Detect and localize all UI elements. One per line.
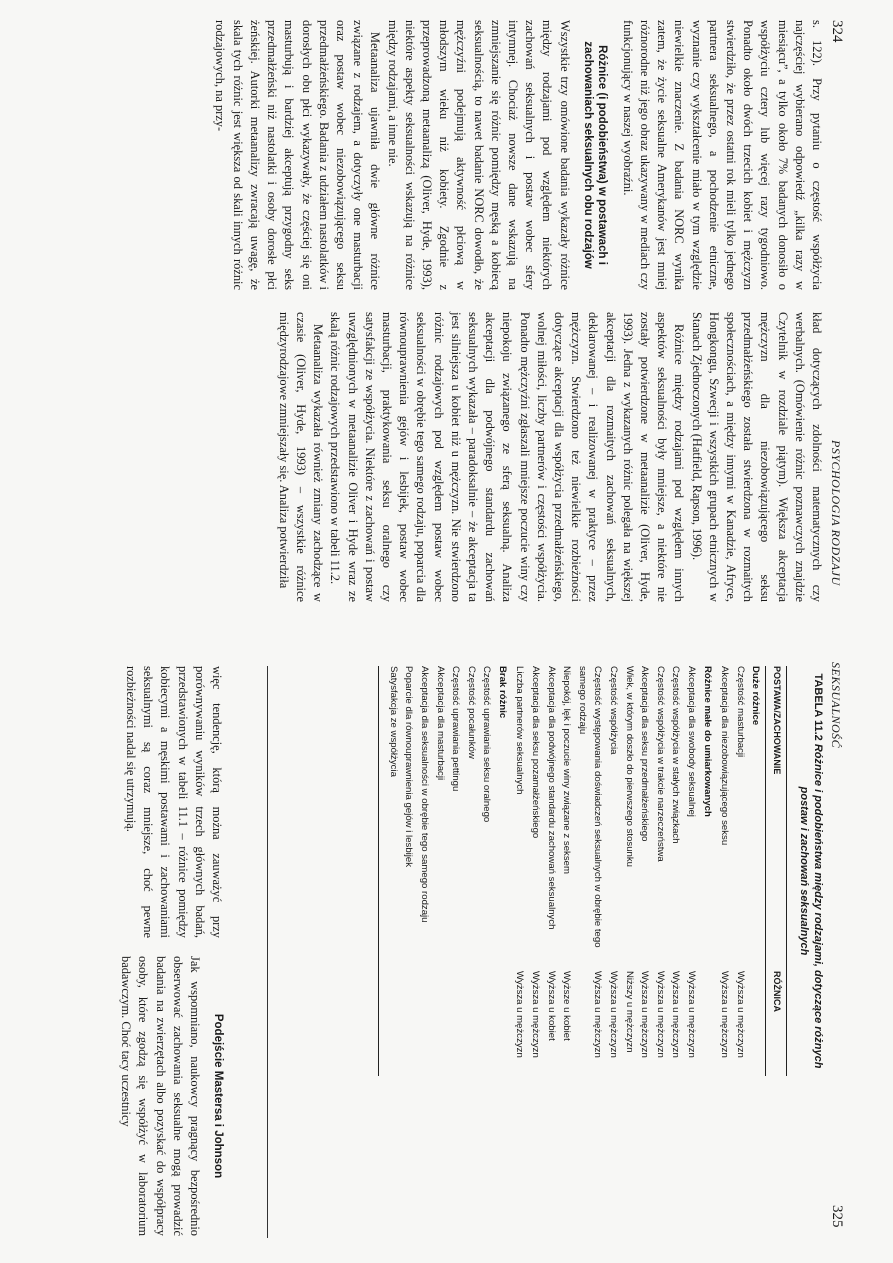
paragraph: kład dotyczących zdolności matematycznych czy werbalnych. (Omówienie różnic poznawczych znajdzie Czytelnik w rozdziale piątym). Większa akceptacja mężczyzn dla niezobowiązującego seksu przedmałżeńskiego została stwierdzona w rozmaitych społecznościach, a między innymi w Kanadzie, Afryce, Hongkongu, Szwecji i wszystkich grupach etnicznych w Stanach Zjednoczonych (Hatfield, Rapson, 1996). xyxy=(689,312,824,602)
table-row xyxy=(448,666,464,1076)
table-cell-difference: Wyższa u kobiet xyxy=(545,971,557,1041)
table-cell-difference xyxy=(432,971,448,1076)
table-row xyxy=(543,666,559,1076)
paragraph: Wszystkie trzy omówione badania wykazały różnice między rodzajami pod względem niektórych zachowań seksualnych i postaw wobec sfery intymnej. Chociaż nowsze dane wskazują na zmniejszanie się różnic pomiędzy męską a kobiecą seksualnością, to nawet badanie NORC dowodło, że mężczyźni podejmują aktywność płciową w młodszym wieku niż kobiety. Zgodnie z przeprowadzoną metaanalizą (Oliver, Hyde, 1993), niektóre aspekty seksualności wskazują na różnice między rodzajami, a inne nie. xyxy=(385,20,572,290)
table-cell-difference: Wyższa u mężczyzn xyxy=(654,971,666,1058)
table-row xyxy=(512,666,528,1076)
table-cell-behavior: Częstość uprawiania seksu oralnego xyxy=(481,666,493,823)
table-top-rule xyxy=(786,666,787,1076)
section-heading: Różnice (i podobieństwa) w postawach i zachowaniach seksualnych obu rodzajów xyxy=(581,41,608,269)
table-group-title: Różnice małe do umiarkowanych xyxy=(701,666,713,817)
table-row xyxy=(385,666,401,1076)
table-cell-behavior: Częstość współżycia w stałych związkach xyxy=(670,666,682,844)
paragraph: Metaanaliza ujawniła dwie główne różnice związane z rodzajem, a dotyczyły one masturbacji oraz postaw wobec niezobowiązującego seksu przedmałżeńskiego. Badania z udziałem nastolatków i dorosłych obu płci wykazywały, że częściej się oni masturbują i bardziej akceptują przygodny seks przedmałżeński niż nastolatki i osoby dorosłe płci żeńskiej. Autorki metaanalizy zwracają uwagę, że skala tych różnic jest większa od skali innych różnic rodzajowych, na przy- xyxy=(213,20,383,290)
table-group-title: Brak różnic xyxy=(496,666,508,719)
table-cell-difference: Wyższe u kobiet xyxy=(561,971,573,1041)
table-cell-difference xyxy=(401,971,417,1076)
table-header-behavior: POSTAWA/ZACHOWANIE xyxy=(772,666,782,775)
table-cell-behavior: Akceptacja dla seksualności w obrębie tego samego rodzaju xyxy=(418,666,430,923)
table-row xyxy=(621,666,637,1076)
table-header-difference: RÓŻNICA xyxy=(772,971,782,1012)
table-cell-difference: Wyższa u mężczyzn xyxy=(670,971,682,1058)
table-caption xyxy=(797,666,825,1076)
table-row xyxy=(401,666,417,1076)
right-column-2 xyxy=(117,956,225,1236)
table-cell-behavior: Liczba partnerów seksualnych xyxy=(514,666,526,795)
left-page xyxy=(0,0,893,620)
table-cell-behavior: Akceptacja dla seksu przedmałżeńskiego xyxy=(639,666,651,842)
paragraph: s. 122). Przy pytaniu o częstość współżycia najczęściej wybierano odpowiedź „kilka razy w miesiącu”, a tylko około 7% badanych donosiło o współżyciu cztery lub więcej razy tygodniowo. Ponadto około dwóch trzecich kobiet i mężczyzn stwierdziło, że przez ostatni rok mieli tylko jednego partnera seksualnego, a pochodzenie etniczne, wyznanie czy wykształcenie miało w tym względzie niewielkie znaczenie. Z badania NORC wynika zatem, że życie seksualne Amerykanów jest mniej różnorodne niż jego obraz ukazywany w mediach czy funkcjonujący w naszej wyobraźni. xyxy=(620,20,824,290)
table-cell-difference: Niższy u mężczyzn xyxy=(623,971,635,1053)
table-header-row xyxy=(765,666,786,1076)
paragraph: Różnice między rodzajami pod względem innych aspektów seksualności były mniejsze, a niektóre nie zostały potwierdzone w metaanalizie (Oliver, Hyde, 1993). Jedna z wykazanych różnic polegała na większej akceptacji dla rozmaitych zachowań seksualnych, deklarowanej – i realizowanej w praktyce – przez mężczyzn. Stwierdzono też niewielkie rozbieżności dotyczące akceptacji dla współżycia przedmałżeńskiego, wolnej miłości, liczby partnerów i częstości współżycia. Ponadto mężczyźni zgłaszali mniejsze poczucie winy czy niepokoju związanego ze sferą seksualną. Analiza akceptacji dla podwójnego standardu zachowań seksualnych wykazała – paradoksalnie – że akceptacja ta jest silniejsza u kobiet niż u mężczyzn. Nie stwierdzono różnic rodzajowych pod względem postaw wobec seksualności w obrębie tego samego rodzaju, poparcia dla równouprawnienia gejów i lesbijek, postaw wobec masturbacji, praktykowania seksu oralnego czy satysfakcji ze współżycia. Niektóre z zachowań i postaw uwzględnionych w metaanalizie Oliver i Hyde wraz ze skalą różnic rodzajowych przedstawiono w tabeli 11.2. xyxy=(328,312,687,602)
table-row xyxy=(416,666,432,1076)
table-row xyxy=(637,666,653,1076)
page-number-right: 325 xyxy=(829,1205,845,1228)
table-row xyxy=(574,666,605,1076)
table-row xyxy=(652,666,668,1076)
paragraph: Jak wspomniano, naukowcy pragnący bezpośrednio obserwować zachowania seksualne mogą prowadzić badania na zwierzętach albo pozyskać do współpracy osoby, które zgodzą się współżyć w laboratorium badawczym. Choć tacy uczestnicy xyxy=(119,956,202,1236)
running-head-right: SEKSUALNOŚĆ xyxy=(829,662,843,749)
table-cell-difference xyxy=(385,971,401,1076)
table-row xyxy=(479,666,495,1076)
table-row xyxy=(528,666,544,1076)
table-cell-behavior: Poparcie dla równouprawnienia gejów i lesbijek xyxy=(403,666,415,868)
table-cell-behavior: Akceptacja dla niezobowiązującego seksu xyxy=(719,666,731,846)
table-row xyxy=(668,666,684,1076)
table-row xyxy=(683,666,699,1076)
table-cell-difference: Wyższa u mężczyzn xyxy=(639,971,651,1058)
table-row xyxy=(463,666,479,1076)
table-cell-behavior: Częstość współżycia w trakcie narzeczeństwa xyxy=(654,666,666,862)
running-head-left: PSYCHOLOGIA RODZAJU xyxy=(829,440,843,586)
table-row xyxy=(605,666,621,1076)
table-cell-behavior: Częstość uprawiania pettingu xyxy=(450,666,462,792)
table-cell-difference: Wyższa u mężczyzn xyxy=(686,971,698,1058)
table-cell-behavior: Akceptacja dla podwójnego standardu zachowań seksualnych xyxy=(545,666,557,930)
table-cell-difference: Wyższa u mężczyzn xyxy=(530,971,542,1058)
table-11-2 xyxy=(378,666,825,1076)
table-row xyxy=(717,666,733,1076)
table-cell-difference: Wyższa u mężczyzn xyxy=(719,971,731,1058)
table-cell-behavior: Akceptacja dla seksu pozamałżeńskiego xyxy=(530,666,542,839)
paragraph: więc tendencję, którą można zauważyć przy porównywaniu wyników trzech głównych badań, przedstawionych w tabeli 11.1 – różnice pomiędzy kobiecymi a męskimi postawami i zachowaniami seksualnymi są coraz mniejsze, choć pewne rozbieżności nadal się utrzymują. xyxy=(123,666,224,938)
table-cell-behavior: Wiek, w którym doszło do pierwszego stosunku xyxy=(623,666,635,868)
table-cell-difference: Wyższa u mężczyzn xyxy=(514,971,526,1058)
left-column-1 xyxy=(211,20,825,290)
table-cell-behavior: Akceptacja dla masturbacji xyxy=(434,666,446,781)
table-cell-behavior: Częstość występowania doświadczeń seksualnych w obrębie tego samego rodzaju xyxy=(576,666,604,948)
table-cell-difference xyxy=(448,971,464,1076)
table-cell-behavior: Częstość pocałunków xyxy=(465,666,477,759)
paragraph: Metaanaliza wykazała również zmiany zachodzące w czasie (Oliver, Hyde, 1993) – wszystkie różnice międzyrodzajowe zmniejszały się. Analiza potwierdziła xyxy=(276,312,326,602)
right-page xyxy=(0,640,893,1263)
table-cell-behavior: Częstość współżycia xyxy=(608,666,620,755)
table-caption-prefix: TABELA 11.2 xyxy=(812,673,824,741)
table-cell-behavior: Niepokój, lęk i poczucie winy związane z seksem xyxy=(561,666,573,874)
right-column-1 xyxy=(122,666,225,938)
table-row xyxy=(732,666,748,1076)
table-caption-title: Różnice i podobieństwa między rodzajami, dotyczące różnych postaw i zachowań seksualnych xyxy=(798,743,824,1069)
table-cell-behavior: Satysfakcja ze współżycia xyxy=(387,666,399,777)
table-bottom-rule xyxy=(378,666,379,1076)
table-cell-difference xyxy=(463,971,479,1076)
table-cell-difference: Wyższa u mężczyzn xyxy=(734,971,746,1058)
table-cell-difference xyxy=(479,971,495,1076)
table-group-title: Duże różnice xyxy=(750,666,762,726)
table-row xyxy=(432,666,448,1076)
table-cell-difference: Wyższa u mężczyzn xyxy=(592,971,604,1058)
table-body xyxy=(385,666,763,1076)
left-column-2 xyxy=(275,312,826,602)
section-heading: Podejście Mastersa i Johnson xyxy=(212,1013,224,1179)
table-cell-difference: Wyższa u mężczyzn xyxy=(608,971,620,1058)
table-cell-difference xyxy=(416,971,432,1076)
table-cell-behavior: Akceptacja dla swobody seksualnej xyxy=(686,666,698,817)
table-separator-rule xyxy=(267,666,268,1238)
page-number-left: 324 xyxy=(829,20,845,43)
table-row xyxy=(559,666,575,1076)
table-cell-behavior: Częstość masturbacji xyxy=(734,666,746,758)
